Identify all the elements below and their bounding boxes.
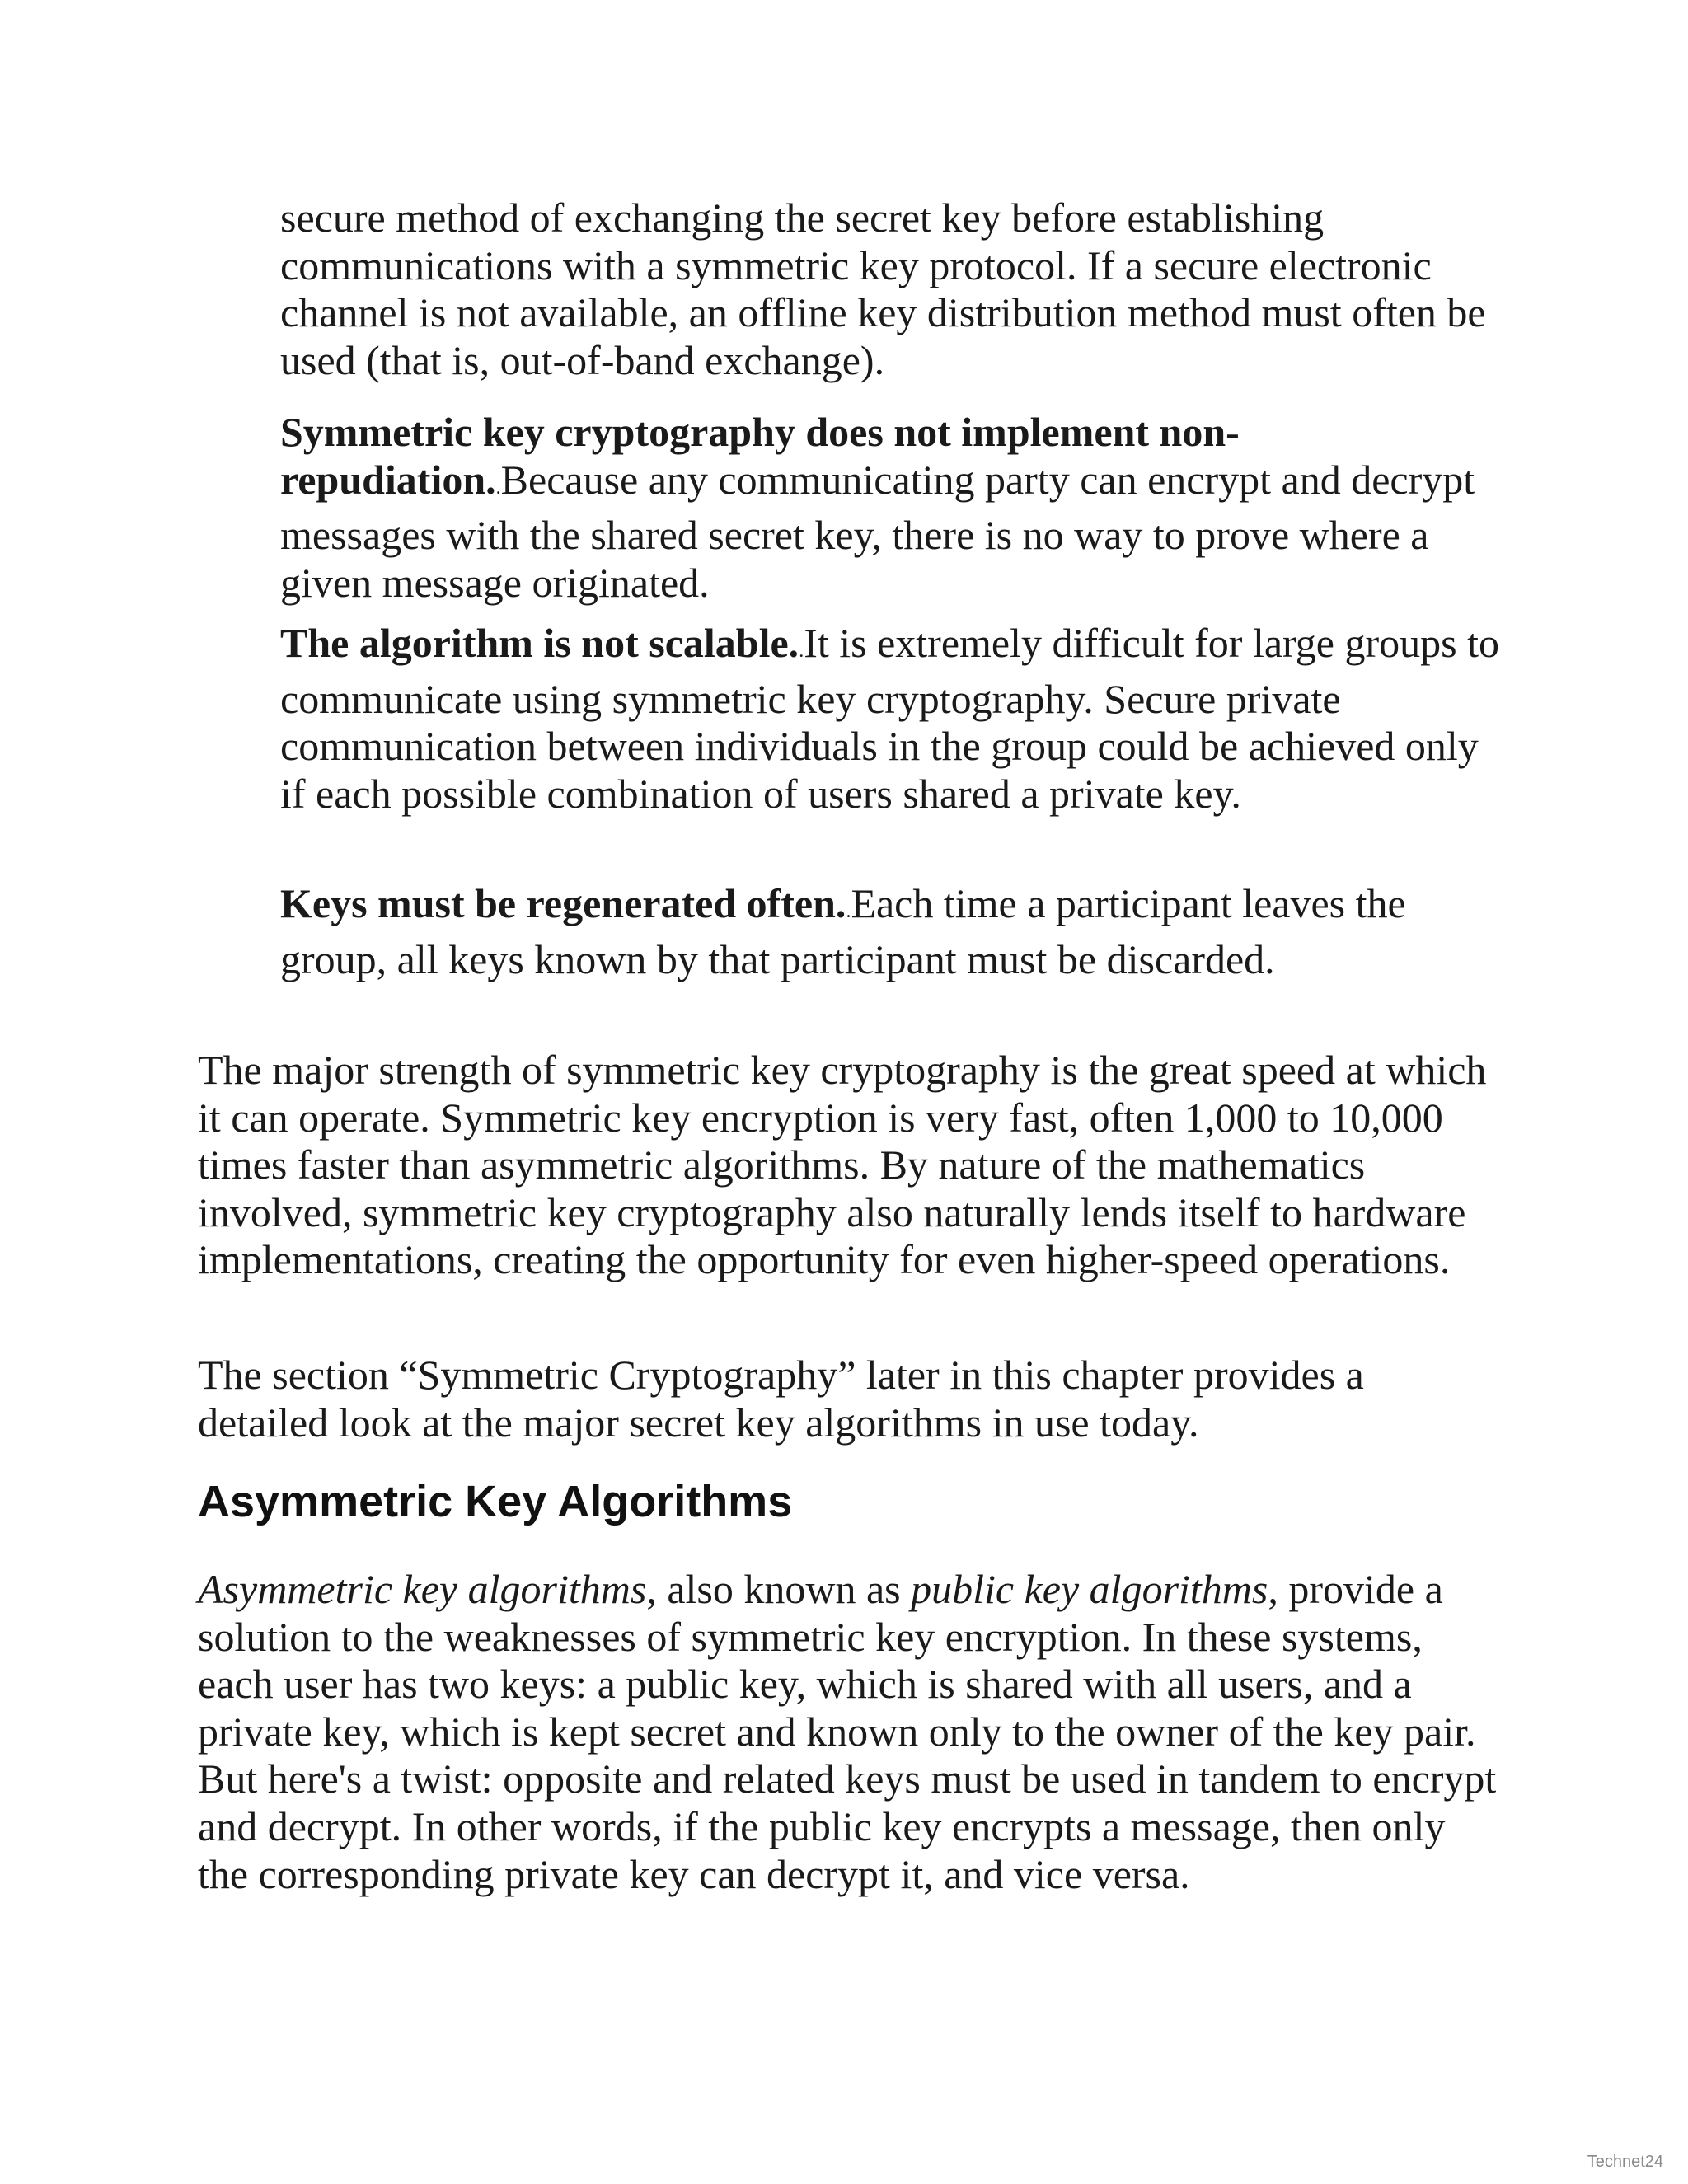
paragraph-text: It is extremely difficult for large groups to communicate using symmetric key cryptography. Secure private communication between individuals in the group could be achieved only if each possible combination of users shared a private key.: [280, 620, 1499, 817]
paragraph-text: Each time a participant leaves the group, all keys known by that participant must be discarded.: [280, 880, 1406, 982]
paragraph-text: The section “Symmetric Cryptography” later in this chapter provides a detailed look at the major secret key algorithms in use today.: [198, 1352, 1364, 1446]
paragraph-scalability: [280, 620, 1500, 818]
paragraph-text: , also known as: [646, 1566, 912, 1612]
term-asymmetric-key-algorithms: Asymmetric key algorithms: [198, 1566, 647, 1612]
paragraph-section-reference: [198, 1352, 1500, 1446]
paragraph-text: secure method of exchanging the secret key before establishing communications with a symmetric key protocol. If a secure electronic channel is not available, an offline key distribution method must often be used (that is, out-of-band exchange).: [280, 194, 1486, 383]
lead-separator: .: [846, 901, 851, 922]
paragraph-non-repudiation: [280, 409, 1500, 607]
section-heading: Asymmetric Key Algorithms: [198, 1477, 793, 1526]
paragraph-key-exchange: [280, 194, 1500, 384]
paragraph-lead: The algorithm is not scalable.: [280, 620, 799, 666]
paragraph-asymmetric-intro: [198, 1566, 1500, 1898]
watermark: Technet24: [1587, 2153, 1663, 2171]
lead-separator: .: [799, 640, 804, 662]
lead-separator: .: [495, 476, 501, 499]
paragraph-symmetric-strength: [198, 1047, 1500, 1284]
paragraph-key-regeneration: [280, 880, 1500, 983]
paragraph-text: Because any communicating party can encrypt and decrypt messages with the shared secret key, there is no way to prove where a given message originated.: [280, 456, 1475, 606]
paragraph-lead: Keys must be regenerated often.: [280, 880, 846, 926]
paragraph-text: The major strength of symmetric key cryptography is the great speed at which it can operate. Symmetric key encryption is very fast, often 1,000 to 10,000 times faster than asymmetric algorithms. By nature of the mathematics involved, symmetric key cryptography also naturally lends itself to hardware implementations, creating the opportunity for even higher-speed operations.: [198, 1047, 1487, 1283]
paragraph-lead: Symmetric key cryptography does not implement non-repudiation.: [280, 409, 1240, 503]
term-public-key-algorithms: public key algorithms: [911, 1566, 1268, 1612]
paragraph-text: , provide a solution to the weaknesses of symmetric key encryption. In these systems, each user has two keys: a public key, which is shared with all users, and a private key, which is kept secret and known only to the owner of the key pair. But here's a twist: opposite and related keys must be used in tandem to encrypt and decrypt. In other words, if the public key encrypts a message, then only the corresponding private key can decrypt it, and vice versa.: [198, 1566, 1497, 1897]
